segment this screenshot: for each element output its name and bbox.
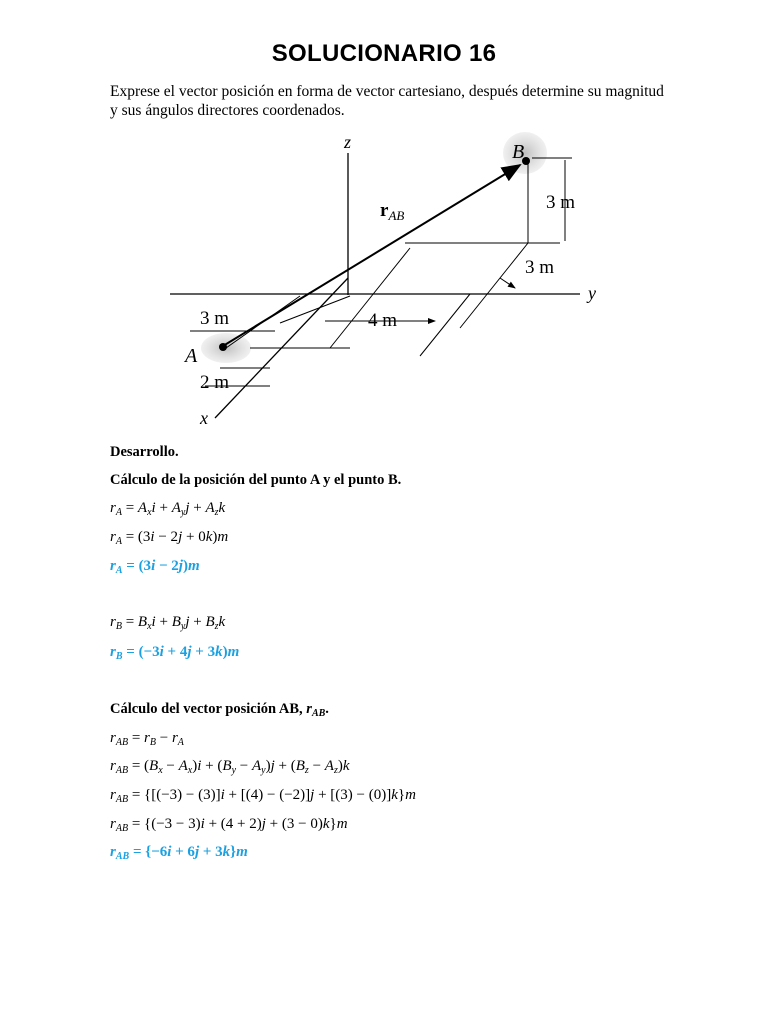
dim-3m-depth-arrow	[500, 278, 515, 288]
vector-rab-label: $r_{AB}$	[380, 200, 405, 223]
dim-a-bottom-label: 2 m	[200, 372, 230, 393]
equation-rb-general: $r_B = B_xi + B_yj + B_zk$	[110, 614, 226, 632]
z-axis-label: z	[344, 132, 352, 152]
point-b-highlight	[503, 132, 547, 174]
b-depth-line	[460, 243, 528, 328]
equation-ra-general: $r_A = A_xi + A_yj + A_zk$	[110, 500, 226, 518]
equation-rab-simplified: $r_{AB} = \{(-3 - 3)i + (4 + 2)j + (3 - 0)k\}m$	[110, 816, 348, 834]
equation-rab-substituted: $r_{AB} = \{[(-3) - (3)]i + [(4) - (-2)]j + [(3) - (0)]k\}m$	[110, 787, 416, 805]
section-1-heading: Cálculo de la posición del punto A y el punto B.	[110, 472, 402, 488]
point-b-label: B	[512, 141, 525, 163]
dim-a-top-label: 3 m	[200, 308, 230, 329]
dim-b-height-label: 3 m	[546, 192, 576, 213]
x-axis-label: x	[200, 408, 208, 428]
solution-heading: Desarrollo.	[110, 444, 179, 460]
problem-line-1: Exprese el vector posición en forma de vector cartesiano, después determine su magnitud	[110, 83, 664, 100]
dim-b-depth-label: 3 m	[525, 257, 555, 278]
equation-ra-values: $r_A = (3i - 2j + 0k)m$	[110, 529, 229, 547]
problem-line-2: y sus ángulos directores coordenados.	[110, 102, 345, 119]
equation-rab-result: $r_{AB} = \{-6i + 6j + 3k\}m$	[110, 844, 248, 862]
equation-rab-definition: $r_{AB} = r_B - r_A$	[110, 730, 184, 748]
point-a-label: A	[185, 345, 198, 367]
equation-rab-components: $r_{AB} = (B_x - A_x)i + (B_y - A_y)j + (B_z - A_z)k$	[110, 758, 350, 776]
y4-diag-line	[330, 248, 410, 348]
section-2-heading: Cálculo del vector posición AB, $r_{AB}$.	[110, 701, 329, 719]
vector-diagram	[160, 128, 620, 428]
equation-ra-result: $r_A = (3i - 2j)m$	[110, 558, 200, 576]
equation-rb-result: $r_B = (-3i + 4j + 3k)m$	[110, 644, 240, 662]
y-axis-label: y	[588, 283, 596, 303]
mid-diag-line	[280, 296, 350, 323]
page-title: SOLUCIONARIO 16	[271, 40, 497, 67]
point-a	[219, 343, 227, 351]
dim-y-label: 4 m	[368, 310, 398, 331]
problem-statement	[110, 82, 670, 120]
